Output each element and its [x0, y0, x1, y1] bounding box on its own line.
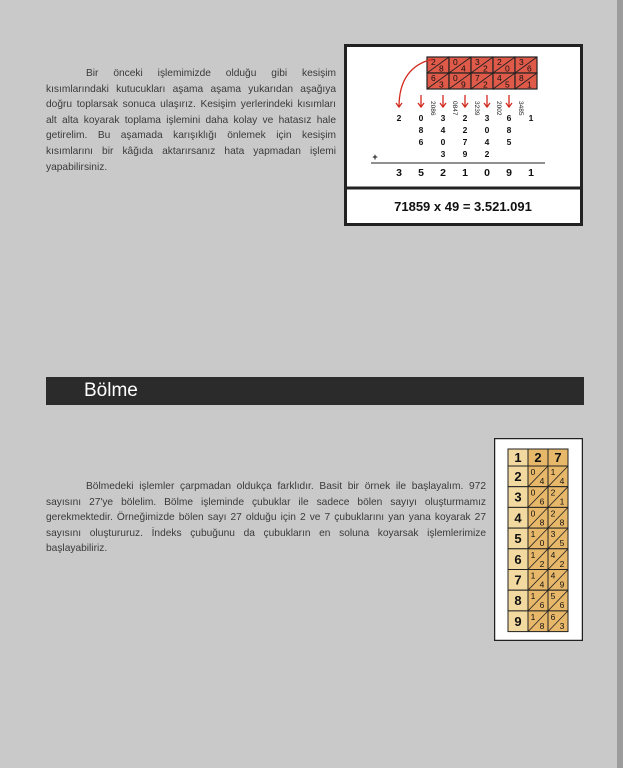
equation-text: 71859 x 49 = 3.521.091: [394, 199, 532, 214]
rod-tens-digit: 1: [550, 467, 556, 477]
lattice-digit: 2: [431, 57, 436, 67]
rod-tens-digit: 0: [530, 467, 536, 477]
addition-digit: 0: [418, 113, 424, 123]
page-edge-strip: [617, 0, 623, 768]
rod-units-digit: 4: [539, 579, 545, 590]
addition-digit: 3: [440, 113, 446, 123]
rod-units-digit: 4: [539, 476, 545, 486]
rod-tens-digit: 1: [530, 611, 536, 622]
rod-index-digit: 4: [514, 510, 522, 526]
rod-tens-digit: 4: [550, 570, 556, 581]
rod-tens-digit: 2: [550, 487, 556, 498]
lattice-svg: [347, 47, 580, 223]
rod-units-digit: 5: [559, 538, 565, 549]
rod-tens-digit: 2: [550, 508, 556, 519]
lattice-digit: 3: [439, 79, 444, 90]
sum-digit: 5: [418, 167, 424, 179]
addition-digit: 0: [484, 125, 490, 135]
rotated-column-number: 3239: [473, 101, 480, 116]
lattice-digit: 2: [483, 79, 488, 90]
sum-digit: 0: [484, 167, 490, 179]
bottom-paragraph: [46, 479, 486, 557]
addition-digit: 2: [462, 125, 468, 135]
rods-svg: [494, 438, 583, 641]
addition-digit: 9: [462, 149, 468, 159]
addition-digit: 7: [462, 137, 468, 147]
rod-units-digit: 9: [559, 579, 565, 590]
sum-digit: 1: [528, 167, 534, 179]
rod-tens-digit: 1: [530, 591, 536, 602]
rod-units-digit: 6: [539, 496, 545, 507]
rod-index-digit: 9: [514, 613, 522, 629]
rod-units-digit: 6: [539, 600, 545, 611]
rod-units-digit: 6: [559, 600, 565, 611]
rod-tens-digit: 3: [550, 529, 556, 540]
addition-digit: 8: [418, 125, 424, 135]
rod-tens-digit: 0: [530, 487, 536, 498]
addition-digit: 3: [484, 113, 490, 123]
lattice-digit: 6: [527, 63, 532, 74]
rotated-column-number: 2086: [429, 101, 436, 116]
lattice-digit: 3: [519, 57, 524, 67]
lattice-digit: 4: [461, 63, 466, 74]
lattice-digit: 5: [505, 79, 510, 90]
plus-sign: +: [372, 152, 378, 162]
rod-index-digit: 6: [514, 551, 522, 567]
rotated-column-number: 2002: [495, 101, 502, 116]
rod-units-digit: 0: [539, 538, 545, 549]
rod-units-digit: 8: [539, 620, 545, 631]
napier-rods-figure: [494, 438, 583, 641]
lattice-digit: 0: [453, 73, 458, 83]
sum-digit: 2: [440, 167, 446, 179]
rod-tens-digit: 5: [550, 591, 556, 602]
rod-units-digit: 3: [559, 620, 565, 631]
rod-tens-digit: 6: [550, 611, 556, 622]
addition-digit: 8: [506, 125, 512, 135]
lattice-digit: 4: [497, 73, 502, 83]
lattice-digit: 1: [527, 79, 532, 90]
addition-digit: 2: [484, 149, 490, 159]
lattice-digit: 0: [453, 57, 458, 67]
sum-digit: 1: [462, 167, 468, 179]
section-header-bar: [46, 377, 584, 405]
rod-units-digit: 8: [539, 517, 545, 528]
section-title: Bölme: [84, 380, 138, 401]
rod-index-digit: 8: [514, 593, 522, 609]
lattice-digit: 9: [461, 79, 466, 90]
rod-tens-digit: 0: [530, 508, 536, 519]
lattice-digit: 3: [475, 57, 480, 67]
top-paragraph-text: Bir önceki işlemimizde olduğu gibi kesişim kısımlarındaki kutucukları aşama aşama yukarıdan aşağıya doğru toplarsak sonuca ulaşırız. Kesişim yerlerindeki kısımları alt alta koyarak toplama işlemini daha kolay ve hatasız hale getirelim. Bu aşamada karışıklığı önlemek için kesişim kısımlarını bir kâğıda aktarırsanız hata yapmadan işlemi yapabilirsiniz.: [46, 68, 336, 173]
top-paragraph: [46, 66, 336, 175]
sum-digit: 9: [506, 167, 512, 179]
rod-tens-digit: 4: [550, 549, 556, 560]
lattice-digit: 0: [505, 63, 510, 74]
lattice-multiplication-figure: [344, 44, 583, 226]
lattice-digit: 6: [431, 73, 436, 83]
rod-index-digit: 3: [514, 489, 522, 505]
lattice-digit: 8: [439, 63, 444, 74]
lattice-digit: 8: [519, 73, 524, 83]
addition-digit: 5: [506, 137, 512, 147]
addition-digit: 0: [440, 137, 446, 147]
lattice-digit: 7: [475, 73, 480, 83]
sum-digit: 3: [396, 167, 402, 179]
rotated-column-number: 3485: [517, 101, 524, 116]
rod-index-digit: 2: [514, 469, 522, 484]
rod-tens-digit: 1: [530, 529, 536, 540]
addition-digit: 3: [440, 149, 446, 159]
bottom-paragraph-text: Bölmedeki işlemler çarpmadan oldukça farklıdır. Basit bir örnek ile başlayalım. 972 sayısını 27'ye bölelim. Bölme işleminde çubuklar ile sadece bölen sayıyı oluşturmamız gerekmektedir. Örneğimizde bölen sayı 27 olduğu için 2 ve 7 çubuklarını yan yana koyarak 27 sayısını oluştururuz. İndeks çubuğunu da çubukların en soluna koyarsak işlemlerimize başlayabiliriz.: [46, 481, 486, 555]
rod-header-digit: 2: [534, 450, 542, 465]
addition-digit: 6: [418, 137, 424, 147]
rod-index-digit: 5: [514, 531, 522, 547]
addition-digit: 2: [396, 113, 402, 123]
rod-units-digit: 2: [559, 558, 565, 569]
addition-digit: 1: [528, 113, 534, 123]
rotated-column-number: 0847: [451, 101, 458, 116]
rod-units-digit: 8: [559, 517, 565, 528]
addition-digit: 6: [506, 113, 512, 123]
lattice-digit: 2: [497, 57, 502, 67]
rod-header-digit: 1: [514, 450, 522, 465]
rod-units-digit: 4: [559, 476, 565, 486]
addition-digit: 4: [484, 137, 490, 147]
rod-index-digit: 7: [514, 572, 522, 588]
addition-digit: 2: [462, 113, 468, 123]
lattice-digit: 2: [483, 63, 488, 74]
rod-tens-digit: 1: [530, 549, 536, 560]
rod-units-digit: 2: [539, 558, 545, 569]
addition-digit: 4: [440, 125, 446, 135]
rod-units-digit: 1: [559, 496, 565, 507]
rod-header-digit: 7: [554, 450, 562, 465]
rod-tens-digit: 1: [530, 570, 536, 581]
